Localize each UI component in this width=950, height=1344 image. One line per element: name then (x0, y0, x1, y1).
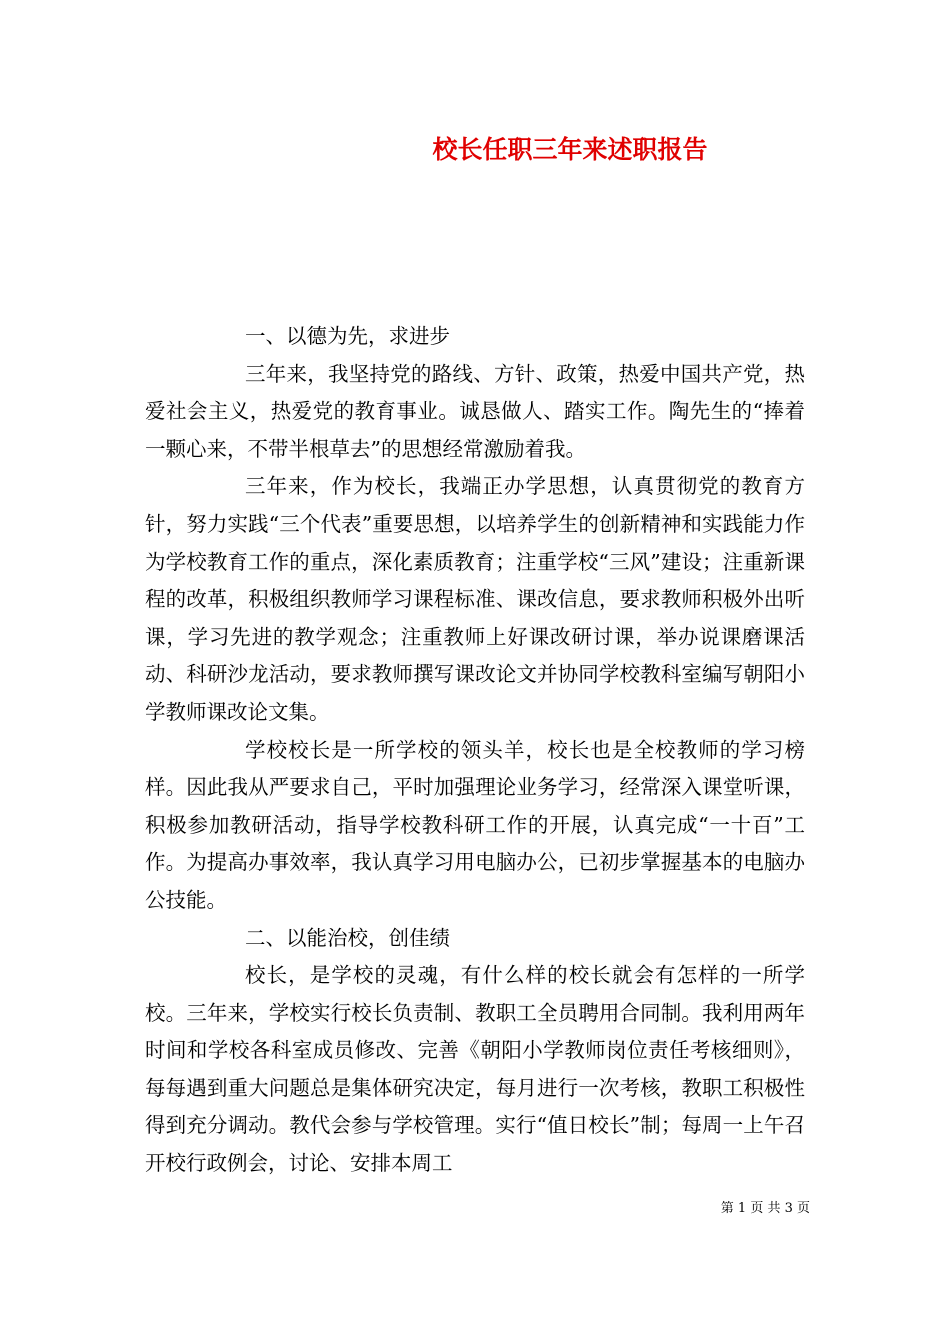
section-heading: 二、以能治校，创佳绩 (245, 925, 450, 950)
paragraph: 三年来，作为校长，我端正办学思想，认真贯彻党的教育方针，努力实践“三个代表”重要思想，以培养学生的创新精神和实践能力作为学校教育工作的重点，深化素质教育；注重学校“三风”建设；注重新课程的改革，积极组织教师学习课程标准、课改信息，要求教师积极外出听课，学习先进的教学观念；注重教师上好课改研讨课，举办说课磨课活动、科研沙龙活动，要求教师撰写课改论文并协同学校教科室编写朝阳小学教师课改论文集。 (145, 474, 805, 724)
paragraph: 学校校长是一所学校的领头羊，校长也是全校教师的学习榜样。因此我从严要求自己，平时加强理论业务学习，经常深入课堂听课，积极参加教研活动，指导学校教科研工作的开展，认真完成“一十百”工作。为提高办事效率，我认真学习用电脑办公，已初步掌握基本的电脑办公技能。 (145, 737, 805, 912)
section-heading: 一、以德为先，求进步 (245, 324, 450, 348)
document-body (145, 318, 805, 1183)
paragraph: 三年来，我坚持党的路线、方针、政策，热爱中国共产党，热爱社会主义，热爱党的教育事业。诚恳做人、踏实工作。陶先生的“捧着一颗心来，不带半根草去”的思想经常激励着我。 (145, 361, 805, 461)
document-title: 校长任职三年来述职报告 (432, 135, 708, 164)
page-number: 第 1 页 共 3 页 (720, 1201, 810, 1216)
paragraph: 校长，是学校的灵魂，有什么样的校长就会有怎样的一所学校。三年来，学校实行校长负责制、教职工全员聘用合同制。我利用两年时间和学校各科室成员修改、完善《朝阳小学教师岗位责任考核细则》，每每遇到重大问题总是集体研究决定，每月进行一次考核，教职工积极性得到充分调动。教代会参与学校管理。实行“值日校长”制；每周一上午召开校行政例会，讨论、安排本周工 (145, 963, 805, 1176)
